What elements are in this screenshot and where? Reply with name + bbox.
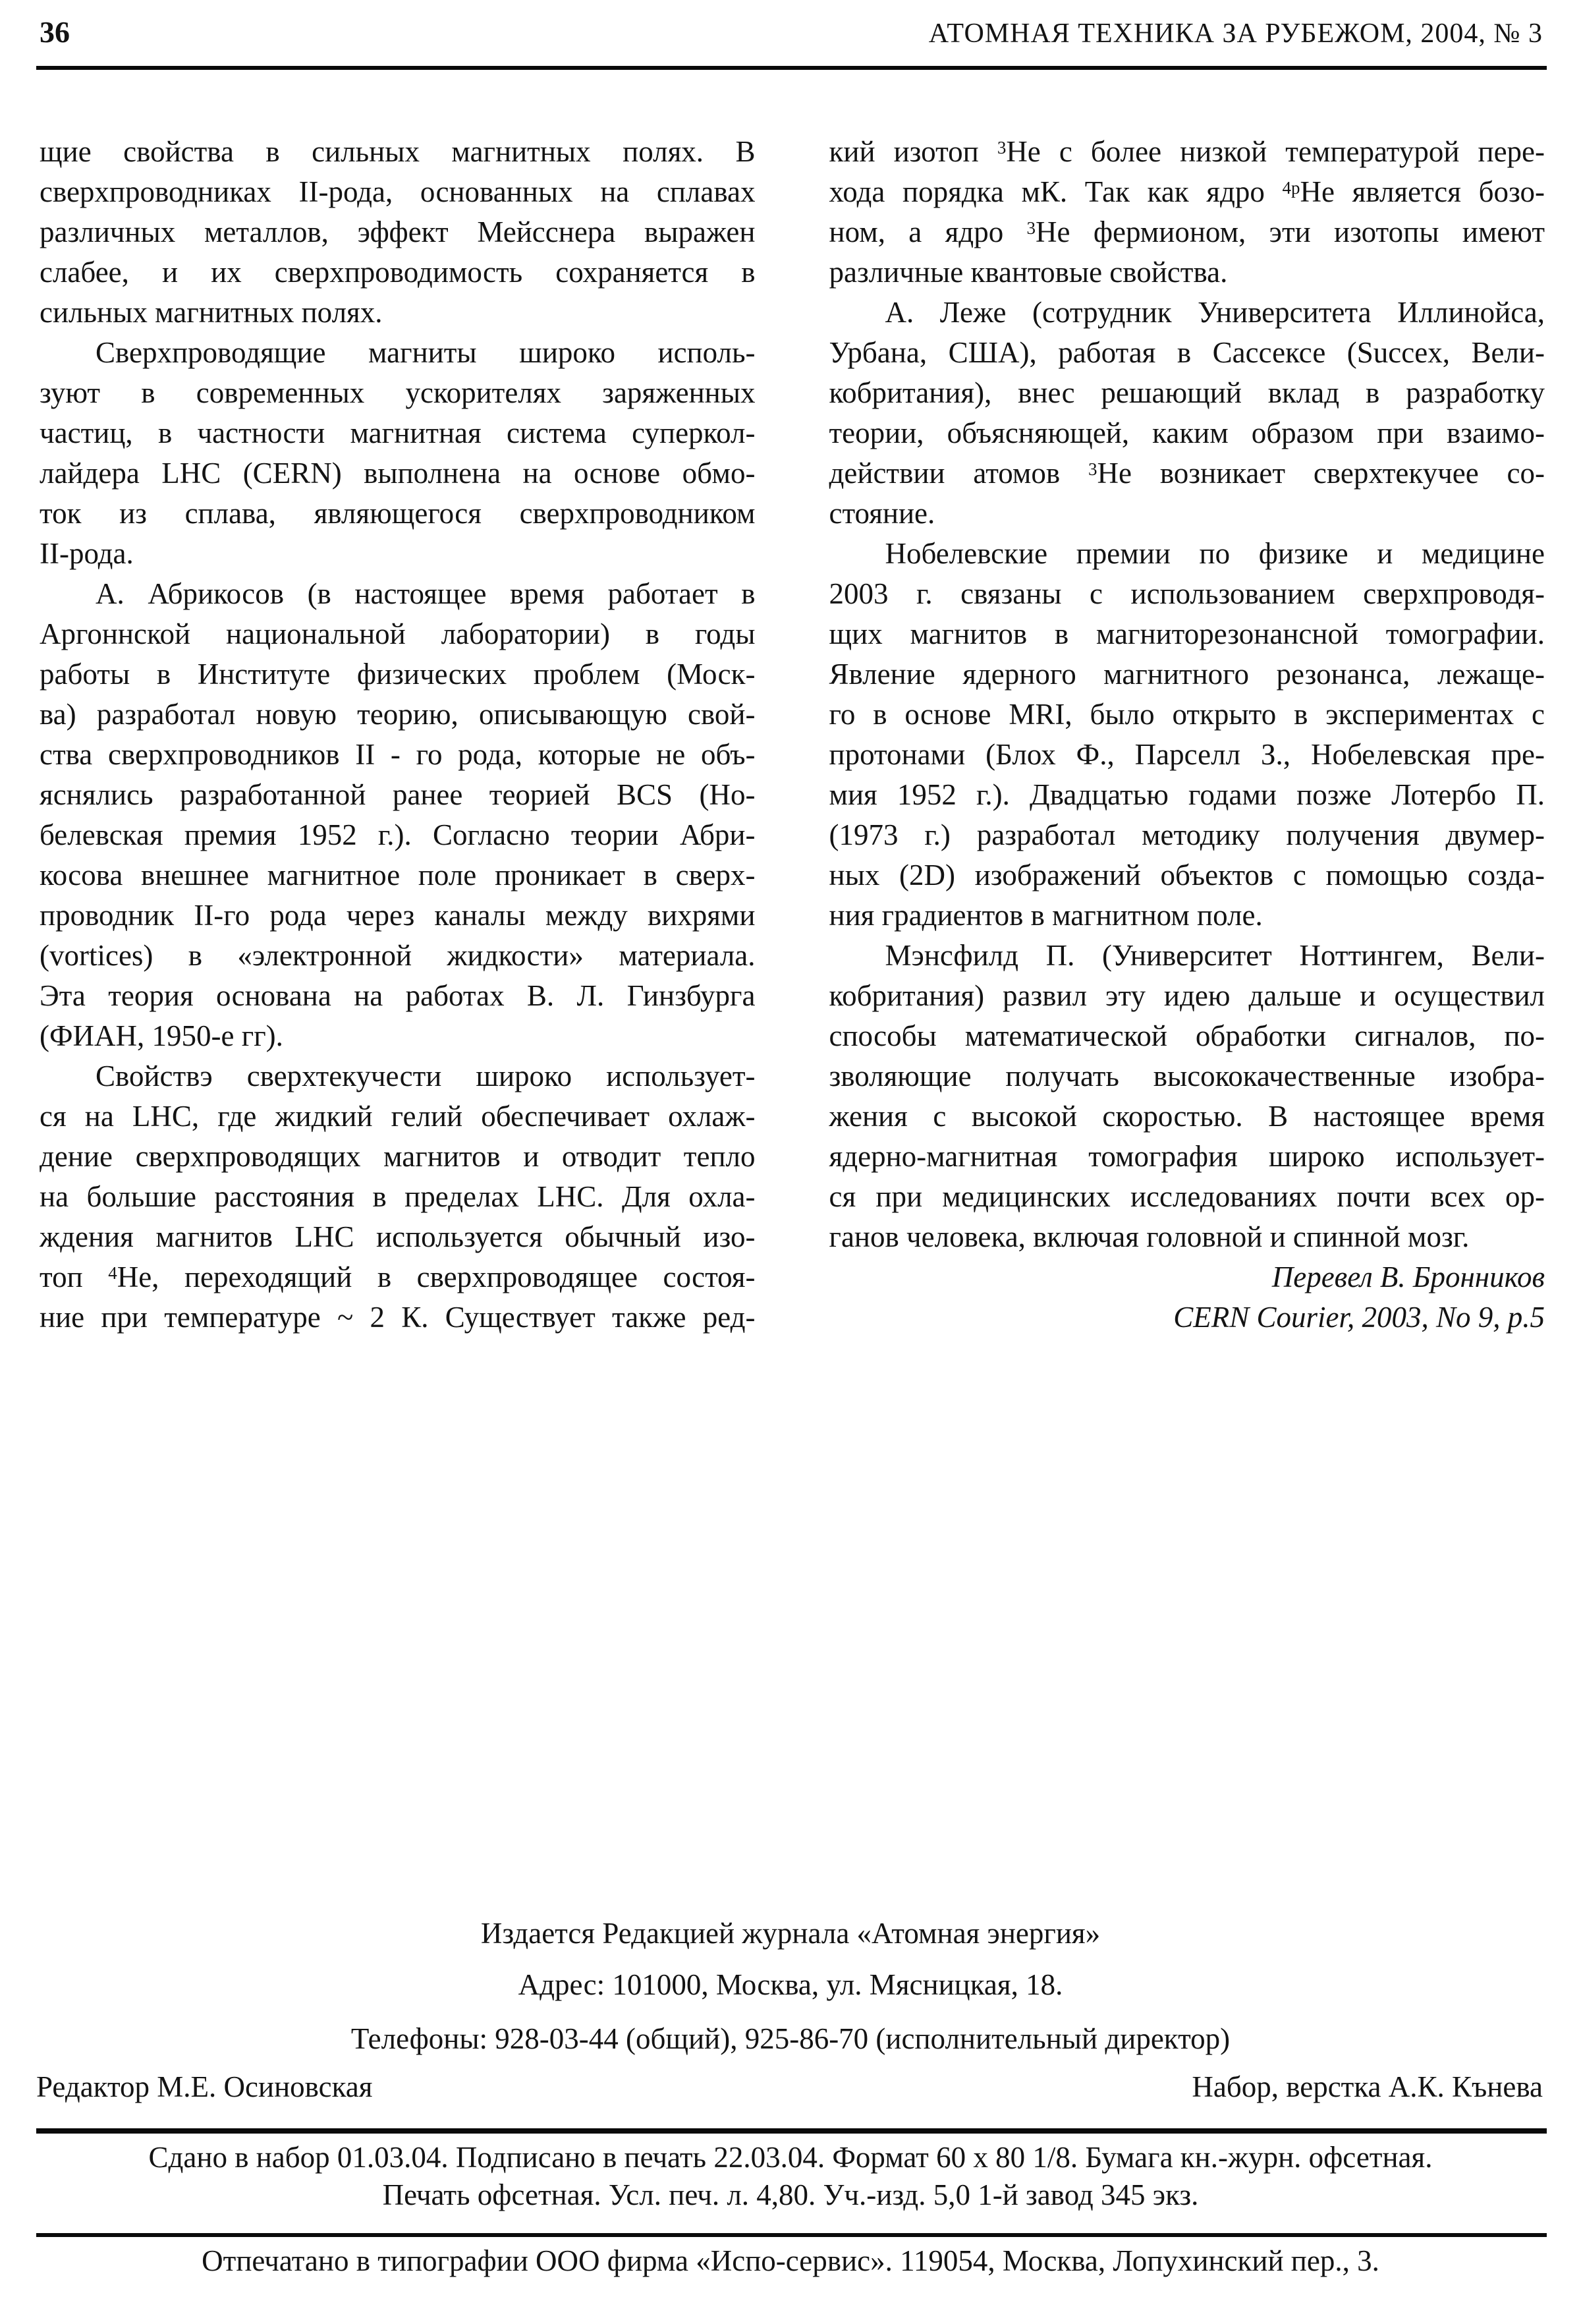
text-line: ждения магнитов LHC используется обычный изо- — [40, 1220, 756, 1253]
text-line: Нобелевские премии по физике и медицине — [885, 537, 1545, 570]
text-line: Эта теория основана на работах В. Л. Гинзбурга — [40, 979, 756, 1012]
address-line: Адрес: 101000, Москва, ул. Мясницкая, 18. — [518, 1968, 1063, 2001]
text-line: действии атомов $^3$He возникает сверхтекучее со- — [829, 457, 1545, 490]
text-line: косова внешнее магнитное поле проникает в сверх- — [40, 859, 756, 892]
printing-house-line: Отпечатано в типографии ООО фирма «Испо-сервис». 119054, Москва, Лопухинский пер., 3. — [202, 2244, 1379, 2277]
footer-rule-top — [36, 2128, 1547, 2134]
text-line: щие свойства в сильных магнитных полях. В — [40, 135, 756, 168]
text-line: частиц, в частности магнитная система суперкол- — [40, 416, 756, 449]
text-line: способы математической обработки сигналов, по- — [829, 1019, 1545, 1052]
text-line: II-рода. — [40, 537, 134, 570]
header-rule — [36, 66, 1547, 70]
footer-rule-bottom — [36, 2233, 1547, 2237]
text-line: мия 1952 г.). Двадцатью годами позже Лотербо П. — [829, 778, 1545, 811]
print-info-line-1: Сдано в набор 01.03.04. Подписано в печать 22.03.04. Формат 60 х 80 1/8. Бумага кн.-журн. офсетная. — [148, 2141, 1433, 2174]
text-line: го в основе MRI, было открыто в экспериментах с — [829, 698, 1545, 731]
text-line: А. Леже (сотрудник Университета Иллинойса, — [885, 296, 1545, 329]
page-header — [40, 14, 1543, 49]
text-line: (1973 г.) разработал методику получения двумер- — [829, 818, 1545, 851]
text-line: сверхпроводниках II-рода, основанных на сплавах — [40, 175, 756, 208]
text-line: ния градиентов в магнитном поле. — [829, 899, 1263, 932]
text-line: лайдера LHC (CERN) выполнена на основе обмо- — [40, 457, 756, 490]
text-line: Явление ядерного магнитного резонанса, лежаще- — [829, 658, 1545, 691]
text-line: ном, а ядро $^3$He фермионом, эти изотопы имеют — [829, 215, 1545, 248]
text-line: различные квантовые свойства. — [829, 256, 1228, 289]
editor-credit: Редактор М.Е. Осиновская — [36, 2070, 373, 2103]
print-info-line-2: Печать офсетная. Усл. печ. л. 4,80. Уч.-изд. 5,0 1-й завод 345 экз. — [382, 2178, 1199, 2211]
text-line: проводник II-го рода через каналы между вихрями — [40, 899, 756, 932]
left-column — [40, 132, 756, 1338]
text-line: ства сверхпроводников II - го рода, которые не объ- — [40, 738, 756, 771]
text-line: Урбана, США), работая в Сассексе (Succex, Вели- — [829, 336, 1545, 369]
text-line: работы в Институте физических проблем (Моск- — [40, 658, 756, 691]
text-line: ганов человека, включая головной и спинной мозг. — [829, 1220, 1470, 1253]
text-line: хода порядка мК. Так как ядро $^{4p}$He является бозо- — [829, 175, 1545, 208]
text-line: щих магнитов в магниторезонансной томографии. — [829, 617, 1545, 650]
publisher-line: Издается Редакцией журнала «Атомная энергия» — [480, 1917, 1101, 1950]
article-body — [40, 132, 1545, 1338]
text-line: ся при медицинских исследованиях почти всех ор- — [829, 1180, 1545, 1213]
text-line: ние при температуре ~ 2 К. Существует также ред- — [40, 1301, 756, 1334]
right-column — [829, 132, 1545, 1338]
text-line: Сверхпроводящие магниты широко исполь- — [96, 336, 756, 369]
text-line: яснялись разработанной ранее теорией BCS (Но- — [40, 778, 756, 811]
text-line: различных металлов, эффект Мейсснера выражен — [40, 215, 756, 248]
typesetting-credit: Набор, верстка А.К. Кънева — [1192, 2070, 1543, 2103]
text-line: протонами (Блох Ф., Парселл З., Нобелевская пре- — [829, 738, 1545, 771]
text-line: (ФИАН, 1950-е гг). — [40, 1019, 283, 1052]
text-line: ных (2D) изображений объектов с помощью созда- — [829, 859, 1545, 892]
text-line: белевская премия 1952 г.). Согласно теории Абри- — [40, 818, 756, 851]
text-line: ся на LHC, где жидкий гелий обеспечивает охлаж- — [40, 1100, 756, 1133]
text-line: ва) разработал новую теорию, описывающую свой- — [40, 698, 756, 731]
text-line: жения с высокой скоростью. В настоящее время — [829, 1100, 1545, 1133]
text-line: зуют в современных ускорителях заряженных — [40, 376, 756, 409]
text-line: Перевел В. Бронников — [1271, 1261, 1545, 1293]
text-line: ядерно-магнитная томография широко использует- — [829, 1140, 1545, 1173]
text-line: CERN Courier, 2003, No 9, p.5 — [1173, 1301, 1545, 1334]
text-line: дение сверхпроводящих магнитов и отводит тепло — [40, 1140, 756, 1173]
text-line: кий изотоп $^3$He с более низкой температурой пере- — [829, 135, 1545, 168]
text-line: А. Абрикосов (в настоящее время работает в — [96, 577, 756, 610]
text-line: на большие расстояния в пределах LHC. Для охла- — [40, 1180, 756, 1213]
staff-row — [36, 2070, 1543, 2104]
text-line: Мэнсфилд П. (Университет Ноттингем, Вели- — [885, 939, 1545, 972]
text-line: сильных магнитных полях. — [40, 296, 383, 329]
text-line: 2003 г. связаны с использованием сверхпроводя- — [829, 577, 1545, 610]
journal-title: АТОМНАЯ ТЕХНИКА ЗА РУБЕЖОМ, 2004, № 3 — [928, 18, 1543, 49]
text-line: зволяющие получать высококачественные изобра- — [829, 1060, 1545, 1092]
page-number: 36 — [40, 15, 70, 49]
text-line: теории, объясняющей, каким образом при взаимо- — [829, 416, 1545, 449]
phones-line: Телефоны: 928-03-44 (общий), 925-86-70 (исполнительный директор) — [350, 2022, 1231, 2055]
text-line: кобритания) развил эту идею дальше и осуществил — [829, 979, 1545, 1012]
text-line: слабее, и их сверхпроводимость сохраняется в — [40, 256, 756, 289]
text-line: Аргоннской национальной лаборатории) в годы — [40, 617, 756, 650]
text-line: Свойствэ сверхтекучести широко использует- — [96, 1060, 756, 1092]
text-line: топ $^4$He, переходящий в сверхпроводящее состоя- — [40, 1261, 756, 1293]
text-line: стояние. — [829, 497, 935, 530]
text-line: (vortices) в «электронной жидкости» материала. — [40, 939, 756, 972]
text-line: кобритания), внес решающий вклад в разработку — [829, 376, 1545, 409]
text-line: ток из сплава, являющегося сверхпроводником — [40, 497, 756, 530]
